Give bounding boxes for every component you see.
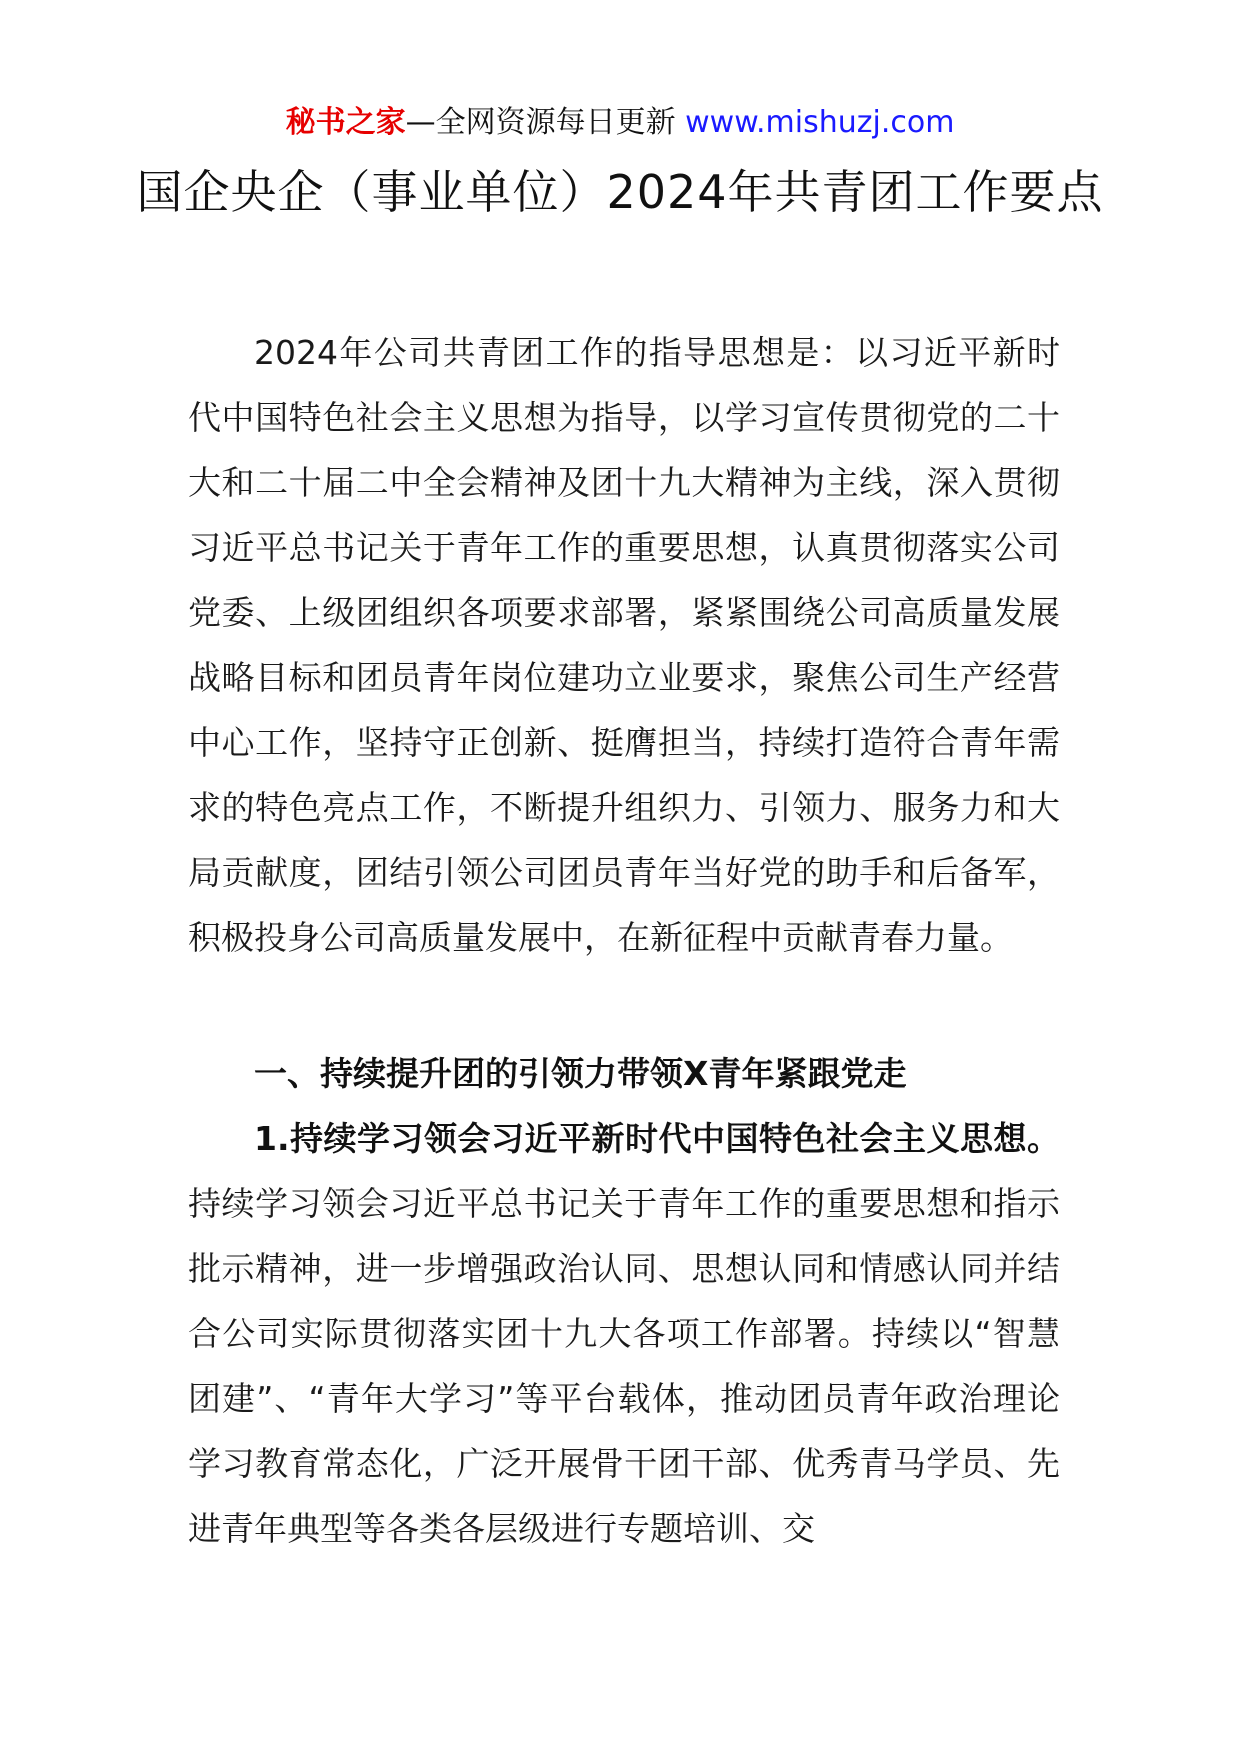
document-title: 国企央企（事业单位）2024年共青团工作要点	[136, 165, 1104, 219]
watermark-brand: 秘书之家	[285, 105, 406, 140]
item-1-heading: 1.持续学习领会习近平新时代中国特色社会主义思想。	[254, 1119, 1060, 1158]
item-1-paragraph	[188, 1106, 1060, 1561]
watermark-banner	[0, 100, 1240, 146]
watermark-slogan: —全网资源每日更新	[405, 105, 676, 140]
section-heading-1: 一、持续提升团的引领力带领X青年紧跟党走	[254, 1054, 907, 1093]
watermark-url[interactable]: www.mishuzj.com	[685, 105, 955, 140]
intro-paragraph: 2024年公司共青团工作的指导思想是：以习近平新时代中国特色社会主义思想为指导，以学习宣传贯彻党的二十大和二十届二中全会精神及团十九大精神为主线，深入贯彻习近平总书记关于青年工作的重要思想，认真贯彻落实公司党委、上级团组织各项要求部署，紧紧围绕公司高质量发展战略目标和团员青年岗位建功立业要求，聚焦公司生产经营中心工作，坚持守正创新、挺膺担当，持续打造符合青年需求的特色亮点工作，不断提升组织力、引领力、服务力和大局贡献度，团结引领公司团员青年当好党的助手和后备军，积极投身公司高质量发展中，在新征程中贡献青春力量。	[188, 333, 1060, 957]
item-1-body: 持续学习领会习近平总书记关于青年工作的重要思想和指示批示精神，进一步增强政治认同、思想认同和情感认同并结合公司实际贯彻落实团十九大各项工作部署。持续以“智慧团建”、“青年大学习”等平台载体，推动团员青年政治理论学习教育常态化，广泛开展骨干团干部、优秀青马学员、先进青年典型等各类各层级进行专题培训、交	[188, 1184, 1060, 1548]
